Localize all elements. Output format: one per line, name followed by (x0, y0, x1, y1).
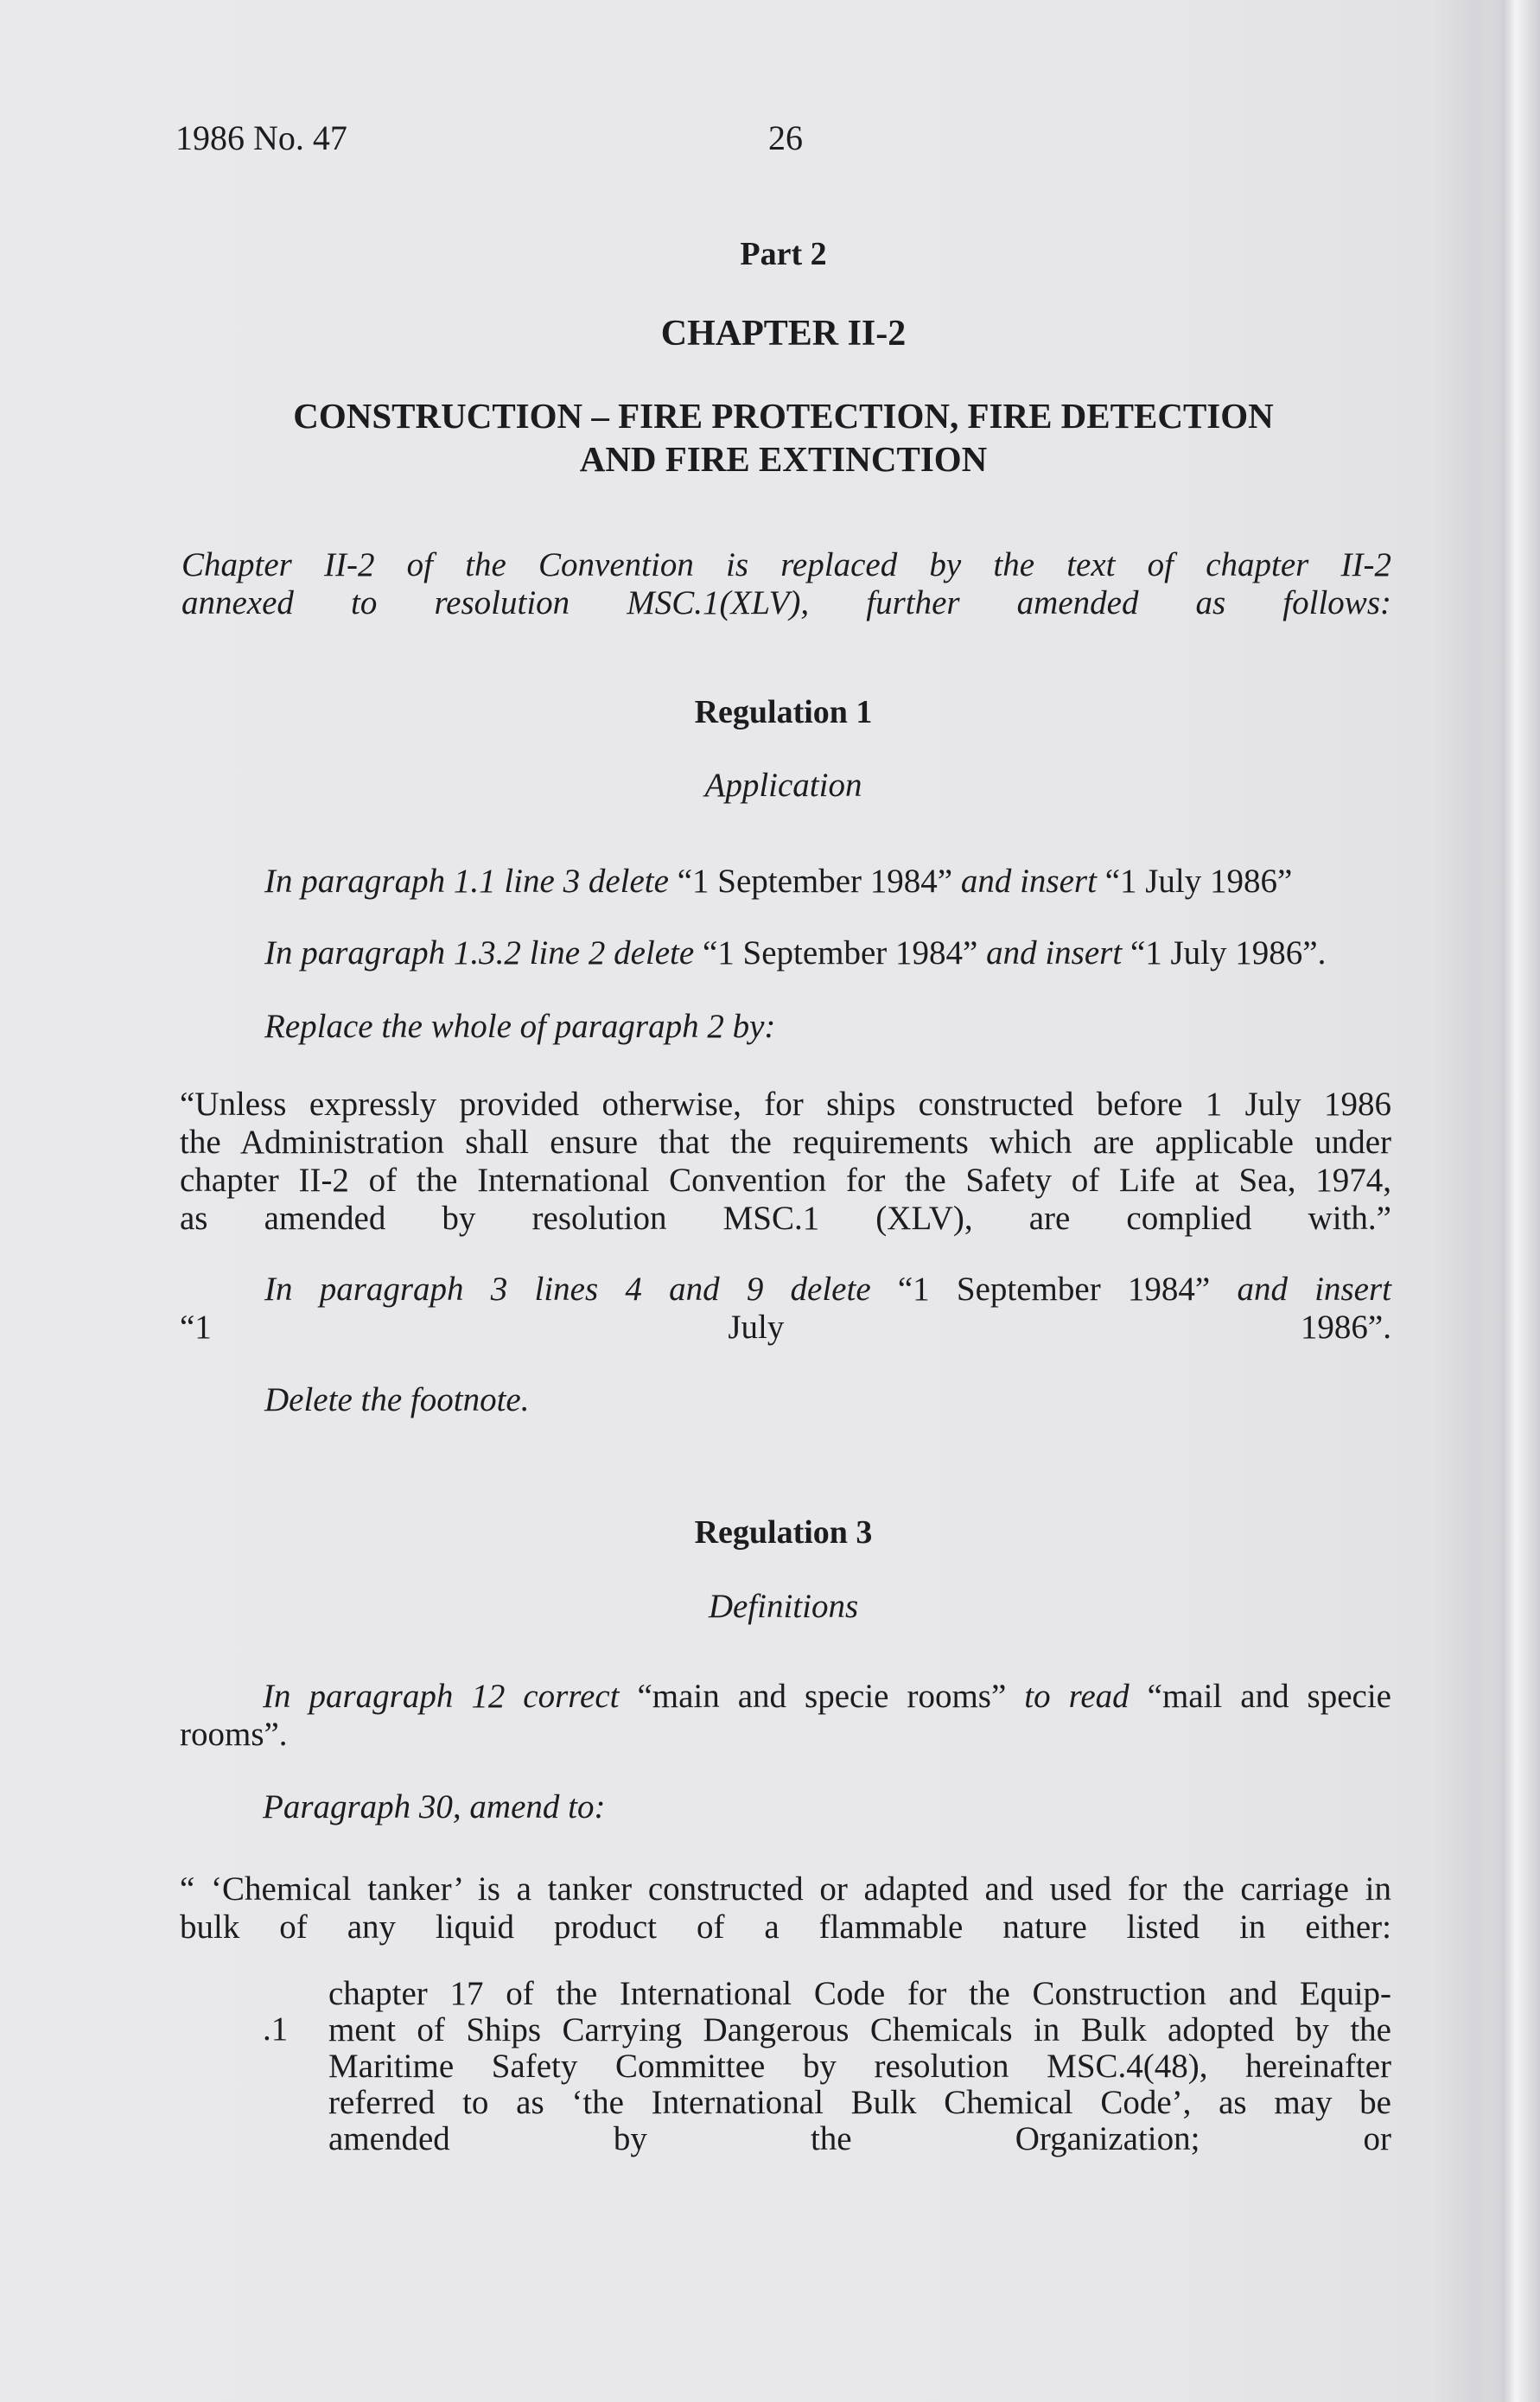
replacement-line-1: “Unless expressly provided otherwise, for ships constructed before 1 July 1986 (180, 1086, 1391, 1123)
intro-line-1: Chapter II-2 of the Convention is replaced by the text of chapter II-2 (181, 546, 1391, 583)
regulation-1-heading: Regulation 1 (694, 694, 873, 730)
regulation-3-amendment-1 (180, 1678, 1391, 1754)
regulation-1-amendment-2: In paragraph 1.3.2 line 2 delete “1 September 1984” and insert “1 July 1986”. (264, 934, 1327, 972)
list-item-line-5: amended by the Organization; or (328, 2120, 1391, 2157)
list-item-line-3: Maritime Safety Committee by resolution MSC.4(48), hereinafter (328, 2048, 1391, 2085)
regulation-1-amendment-3 (180, 1271, 1391, 1347)
chapter-title (175, 394, 1391, 481)
regulation-1-subheading: Application (704, 767, 862, 804)
chemical-tanker-definition (180, 1870, 1391, 1946)
replacement-line-2: the Administration shall ensure that the requirements which are applicable under (180, 1124, 1391, 1161)
regulation-1-amendment-1: In paragraph 1.1 line 3 delete “1 September 1984” and insert “1 July 1986” (264, 863, 1293, 900)
regulation-3-amendment-line-2: rooms”. (180, 1716, 288, 1753)
list-item-line-1: chapter 17 of the International Code for the Construction and Equip- (328, 1975, 1391, 2012)
chapter-title-line-1: CONSTRUCTION – FIRE PROTECTION, FIRE DETECTION (293, 396, 1274, 436)
regulation-3-subheading: Definitions (708, 1588, 859, 1625)
paragraph-30-instruction: Paragraph 30, amend to: (263, 1788, 606, 1825)
replacement-line-3: chapter II-2 of the International Convention for the Safety of Life at Sea, 1974, (180, 1162, 1391, 1199)
chapter-heading: CHAPTER II-2 (660, 314, 907, 354)
page-number: 26 (768, 118, 803, 157)
list-item-number: .1 (263, 2010, 289, 2048)
regulation-3-heading: Regulation 3 (694, 1514, 873, 1551)
chapter-title-line-2: AND FIRE EXTINCTION (579, 439, 988, 479)
list-item-line-2: ment of Ships Carrying Dangerous Chemicals in Bulk adopted by the (328, 2011, 1391, 2048)
list-item-line-4: referred to as ‘the International Bulk Chemical Code’, as may be (328, 2084, 1391, 2121)
amendment-3-line-1: In paragraph 3 lines 4 and 9 delete “1 September 1984” and insert (264, 1271, 1391, 1308)
regulation-3-amendment-line-1: In paragraph 12 correct “main and specie rooms” to read “mail and specie (263, 1678, 1391, 1715)
replacement-line-4: as amended by resolution MSC.1 (XLV), are complied with.” (180, 1200, 1391, 1237)
list-item-text (328, 1976, 1391, 2157)
regulation-1-replacement-text (180, 1086, 1391, 1238)
intro-line-2: annexed to resolution MSC.1(XLV), further amended as follows: (181, 584, 1391, 621)
part-heading: Part 2 (740, 236, 827, 272)
intro-paragraph (181, 546, 1391, 622)
definition-line-1: “ ‘Chemical tanker’ is a tanker constructed or adapted and used for the carriage in (180, 1870, 1391, 1908)
replace-paragraph-2-instruction: Replace the whole of paragraph 2 by: (264, 1008, 776, 1045)
amendment-3-line-2: “1 July 1986”. (180, 1309, 1391, 1346)
definition-line-2: bulk of any liquid product of a flammable nature listed in either: (180, 1908, 1391, 1946)
document-number: 1986 No. 47 (175, 118, 347, 157)
delete-footnote-instruction: Delete the footnote. (264, 1381, 530, 1418)
page-edge-shadow (1480, 0, 1540, 2402)
